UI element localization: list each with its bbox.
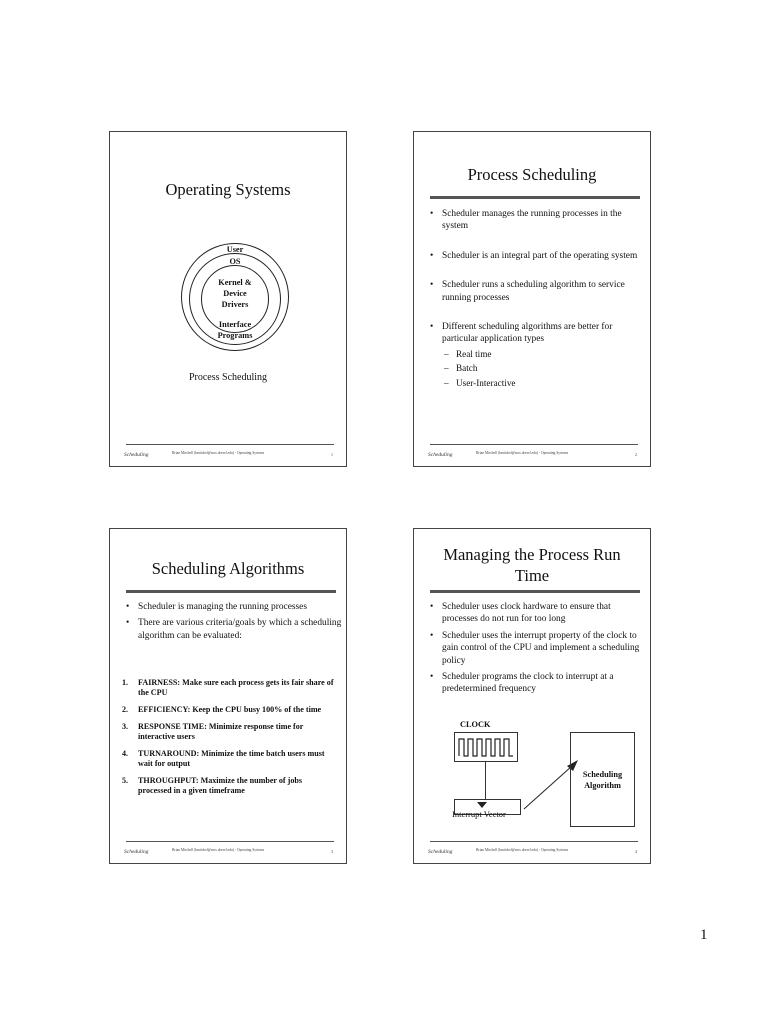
- sub-bullet-item: – Real time: [442, 347, 644, 362]
- footer-topic: Scheduling: [428, 452, 453, 458]
- clock-waveform-icon: [454, 732, 518, 762]
- criteria-text: RESPONSE TIME: Minimize response time for interactive users: [138, 721, 304, 741]
- clock-connector-line: [485, 762, 486, 800]
- bullet-item: • Scheduler programs the clock to interrupt at a predetermined frequency: [424, 671, 646, 696]
- slide-title: Operating Systems: [165, 180, 291, 199]
- footer-author: Brian Mitchell (bmitchel@mcs.drexel.edu) - Operating Systems: [476, 451, 569, 455]
- footer-topic: Scheduling: [124, 452, 149, 458]
- criteria-item: [120, 749, 335, 769]
- bullet-item: • Scheduler manages the running processes in the system: [424, 208, 644, 233]
- criteria-number: 3.: [122, 721, 129, 731]
- label-kernel-line3: Drivers: [221, 300, 249, 309]
- label-os: OS: [229, 257, 241, 266]
- bullet-item: [424, 321, 644, 390]
- criteria-list: [120, 678, 335, 803]
- criteria-item: [120, 776, 335, 796]
- title-rule: [430, 590, 640, 593]
- footer-author: Brian Mitchell (bmitchel@mcs.drexel.edu) - Operating Systems: [476, 848, 569, 852]
- criteria-item: [120, 705, 335, 715]
- slide-title: Process Scheduling: [467, 165, 597, 184]
- footer-slide-number: 2: [635, 452, 637, 457]
- bullet-text: Different scheduling algorithms are better for particular application types: [442, 322, 613, 345]
- label-user: User: [226, 245, 244, 254]
- page-number: 1: [700, 927, 708, 943]
- bullet-item: • Scheduler runs a scheduling algorithm to service running processes: [424, 279, 644, 304]
- slide-process-scheduling: [413, 131, 651, 467]
- criteria-text: EFFICIENCY: Keep the CPU busy 100% of the time: [138, 705, 322, 714]
- bullet-item: • Scheduler is an integral part of the operating system: [424, 250, 644, 262]
- footer-divider: [430, 841, 638, 842]
- footer-slide-number: 1: [331, 452, 333, 457]
- slide-operating-systems: [109, 131, 347, 467]
- criteria-number: 1.: [122, 678, 129, 687]
- bullet-item: • There are various criteria/goals by which a scheduling algorithm can be evaluated:: [120, 617, 342, 642]
- footer-slide-number: 3: [331, 849, 333, 854]
- label-interface-line2: Programs: [217, 331, 253, 340]
- sub-bullet-item: – Batch: [442, 361, 644, 376]
- footer-slide-number: 4: [635, 849, 637, 854]
- criteria-number: 5.: [122, 775, 129, 785]
- label-kernel-line2: Device: [223, 289, 247, 298]
- criteria-number: 4.: [122, 748, 129, 758]
- label-interface-line1: Interface: [218, 320, 252, 329]
- criteria-text: THROUGHPUT: Maximize the number of jobs processed in a given timeframe: [138, 775, 303, 795]
- bullet-list: [424, 601, 646, 696]
- down-arrow-icon: [476, 801, 488, 809]
- footer-divider: [126, 444, 334, 445]
- criteria-text: TURNAROUND: Minimize the time batch users must wait for output: [138, 748, 325, 768]
- clock-label: CLOCK: [460, 720, 491, 729]
- label-kernel-line1: Kernel &: [218, 278, 252, 287]
- slide-subtitle: Process Scheduling: [188, 372, 268, 383]
- footer-author: Brian Mitchell (bmitchel@mcs.drexel.edu) - Operating Systems: [172, 848, 265, 852]
- footer-divider: [126, 841, 334, 842]
- title-rule: [430, 196, 640, 199]
- interrupt-vector-label: Interrupt Vector: [452, 809, 506, 819]
- slide-title: Scheduling Algorithms: [151, 559, 305, 578]
- bullet-item: • Scheduler uses the interrupt property of the clock to gain control of the CPU and implement a scheduling policy: [424, 630, 646, 667]
- bullet-item: • Scheduler uses clock hardware to ensure that processes do not run for too long: [424, 601, 646, 626]
- bullet-list: [120, 601, 342, 642]
- slide-title: Managing the Process Run Time: [443, 545, 621, 585]
- bullet-item: • Scheduler is managing the running processes: [120, 601, 342, 613]
- slide-scheduling-algorithms: [109, 528, 347, 864]
- scheduling-algorithm-label: Scheduling Algorithm: [582, 770, 623, 790]
- criteria-item: [120, 678, 335, 698]
- footer-topic: Scheduling: [428, 849, 453, 855]
- footer-author: Brian Mitchell (bmitchel@mcs.drexel.edu) - Operating Systems: [172, 451, 265, 455]
- criteria-item: [120, 722, 335, 742]
- sub-bullet-item: – User-Interactive: [442, 376, 644, 391]
- title-rule: [126, 590, 336, 593]
- slide-managing-process-run-time: [413, 528, 651, 864]
- bullet-list: [424, 208, 644, 390]
- sub-bullet-list: [442, 347, 644, 391]
- criteria-number: 2.: [122, 705, 129, 714]
- footer-divider: [430, 444, 638, 445]
- criteria-text: FAIRNESS: Make sure each process gets its fair share of the CPU: [138, 678, 334, 698]
- footer-topic: Scheduling: [124, 849, 149, 855]
